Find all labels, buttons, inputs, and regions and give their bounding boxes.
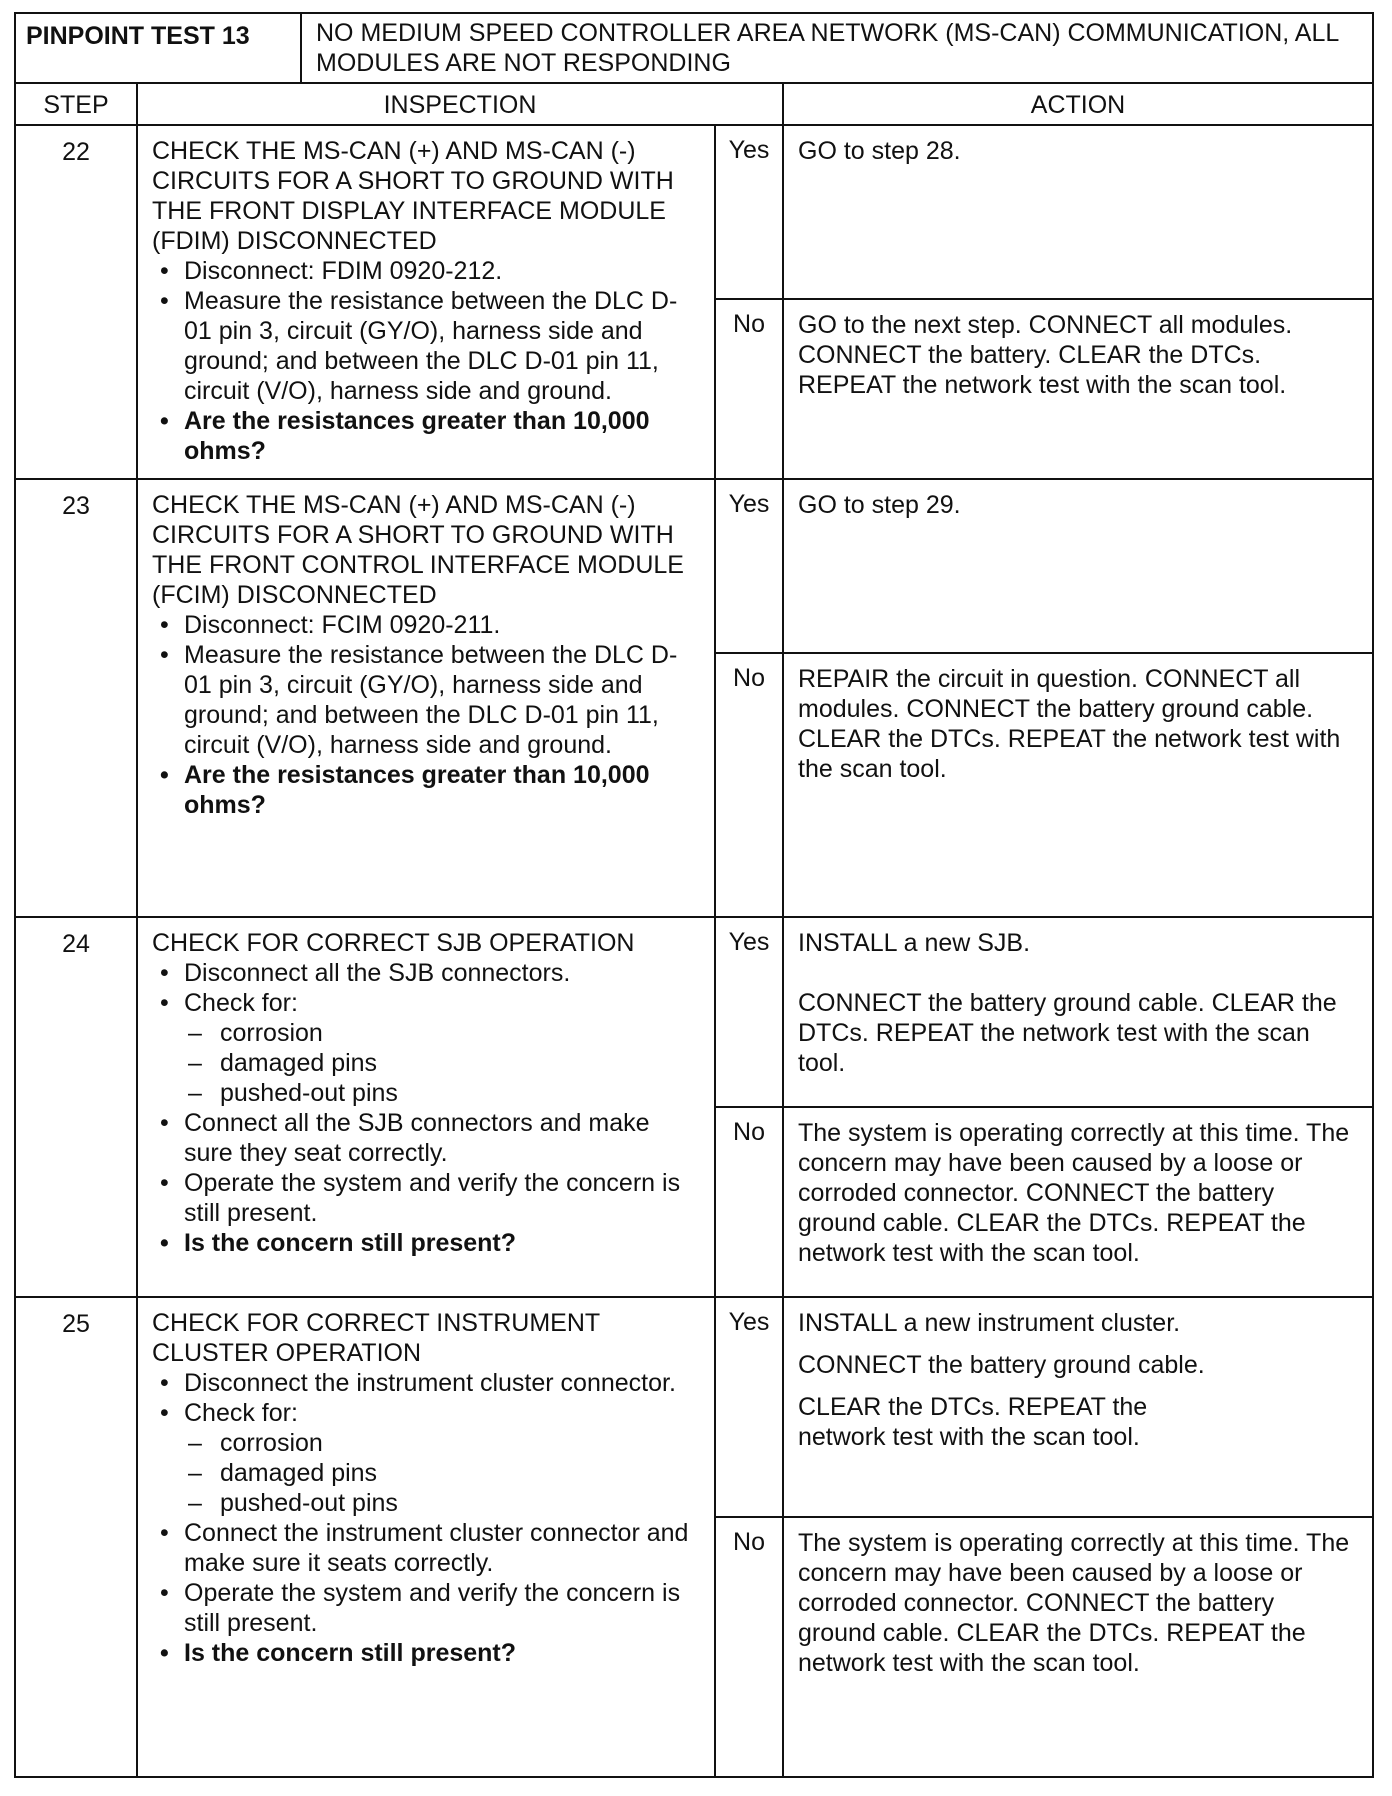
column-header-row [16, 84, 1372, 126]
step-row-23 [16, 480, 1372, 918]
action-text: GO to step 29. [798, 491, 961, 519]
inspection-cell [138, 918, 716, 1296]
action-text: INSTALL a new instrument cluster. [798, 1309, 1181, 1337]
no-action [784, 654, 1372, 916]
inspection-bullets [152, 1368, 700, 1668]
bullet-item: • Measure the resistance between the DLC D-01 pin 3, circuit (GY/O), harness side and ground; and between the DLC D-01 pin 11, circuit (V/O), harness side and ground. [152, 640, 700, 760]
action-text: REPAIR the circuit in question. CONNECT all modules. CONNECT the battery ground cable. CLEAR the DTCs. REPEAT the network test with the scan tool. [798, 665, 1341, 783]
action-text: CLEAR the DTCs. REPEAT the network test with the scan tool. [798, 1393, 1148, 1451]
bullet-item: • Operate the system and verify the concern is still present. [152, 1578, 700, 1638]
bullet-item [152, 988, 700, 1108]
check-item: – corrosion [184, 1018, 700, 1048]
inspection-title: CHECK THE MS-CAN (+) AND MS-CAN (-) CIRCUITS FOR A SHORT TO GROUND WITH THE FRONT CONTROL INTERFACE MODULE (FCIM) DISCONNECTED [152, 491, 684, 609]
step-row-24 [16, 918, 1372, 1298]
bullet-item: • Disconnect all the SJB connectors. [152, 958, 700, 988]
no-action [784, 1108, 1372, 1296]
bullet-item [152, 1398, 700, 1518]
action-text: CONNECT the battery ground cable. [798, 1351, 1205, 1379]
inspection-title: CHECK FOR CORRECT INSTRUMENT CLUSTER OPERATION [152, 1309, 600, 1367]
column-header-step: STEP [16, 84, 138, 124]
check-item: – pushed-out pins [184, 1488, 700, 1518]
bullet-item: • Disconnect: FDIM 0920-212. [152, 256, 700, 286]
yes-label: Yes [716, 918, 784, 1106]
bullet-item: • Connect the instrument cluster connector and make sure it seats correctly. [152, 1518, 700, 1578]
check-item: – damaged pins [184, 1048, 700, 1078]
bullet-item: • Disconnect the instrument cluster connector. [152, 1368, 700, 1398]
bullet-item: • Disconnect: FCIM 0920-211. [152, 610, 700, 640]
check-list [184, 1018, 700, 1108]
inspection-title: CHECK THE MS-CAN (+) AND MS-CAN (-) CIRCUITS FOR A SHORT TO GROUND WITH THE FRONT DISPLAY INTERFACE MODULE (FDIM) DISCONNECTED [152, 137, 674, 255]
step-number: 25 [16, 1298, 138, 1778]
inspection-bullets [152, 610, 700, 820]
column-header-inspection: INSPECTION [138, 84, 784, 124]
step-row-22 [16, 126, 1372, 480]
no-label: No [716, 654, 784, 916]
check-list [184, 1428, 700, 1518]
title-row [16, 14, 1372, 84]
bullet-item: • Operate the system and verify the concern is still present. [152, 1168, 700, 1228]
column-header-action: ACTION [1030, 91, 1126, 119]
test-title: NO MEDIUM SPEED CONTROLLER AREA NETWORK (MS-CAN) COMMUNICATION, ALL MODULES ARE NOT RESPONDING [316, 19, 1339, 77]
step-row-25 [16, 1298, 1372, 1778]
inspection-cell [138, 126, 716, 478]
check-label: Check for: [184, 989, 298, 1017]
check-item: – damaged pins [184, 1458, 700, 1488]
no-label: No [716, 1108, 784, 1296]
test-label: PINPOINT TEST 13 [16, 14, 302, 82]
yes-label: Yes [716, 480, 784, 652]
action-text: GO to the next step. CONNECT all modules. CONNECT the battery. CLEAR the DTCs. REPEAT the network test with the scan tool. [798, 311, 1293, 399]
bullet-item: • Connect all the SJB connectors and make sure they seat correctly. [152, 1108, 700, 1168]
yes-action [784, 1298, 1372, 1516]
action-text: INSTALL a new SJB. [798, 929, 1031, 957]
action-text: The system is operating correctly at this time. The concern may have been caused by a loose or corroded connector. CONNECT the battery ground cable. CLEAR the DTCs. REPEAT the network test with the scan tool. [798, 1529, 1350, 1677]
yes-label: Yes [716, 126, 784, 298]
inspection-question: • Are the resistances greater than 10,000 ohms? [152, 760, 700, 820]
action-text: The system is operating correctly at this time. The concern may have been caused by a loose or corroded connector. CONNECT the battery ground cable. CLEAR the DTCs. REPEAT the network test with the scan tool. [798, 1119, 1350, 1267]
no-label: No [716, 1518, 784, 1776]
no-action [784, 1518, 1372, 1776]
inspection-bullets [152, 256, 700, 466]
action-text: GO to step 28. [798, 137, 961, 165]
check-item: – pushed-out pins [184, 1078, 700, 1108]
action-text: CONNECT the battery ground cable. CLEAR the DTCs. REPEAT the network test with the scan tool. [798, 989, 1337, 1077]
step-number: 24 [16, 918, 138, 1296]
no-label: No [716, 300, 784, 478]
inspection-bullets [152, 958, 700, 1258]
pinpoint-test-table [14, 12, 1374, 1778]
yes-action [784, 918, 1372, 1106]
yes-action [784, 480, 1372, 652]
inspection-title: CHECK FOR CORRECT SJB OPERATION [152, 929, 635, 957]
no-action [784, 300, 1372, 478]
inspection-question: • Is the concern still present? [152, 1638, 700, 1668]
yes-action [784, 126, 1372, 298]
step-number: 22 [16, 126, 138, 478]
check-item: – corrosion [184, 1428, 700, 1458]
inspection-cell [138, 1298, 716, 1778]
bullet-item: • Measure the resistance between the DLC D-01 pin 3, circuit (GY/O), harness side and ground; and between the DLC D-01 pin 11, circuit (V/O), harness side and ground. [152, 286, 700, 406]
check-label: Check for: [184, 1399, 298, 1427]
step-number: 23 [16, 480, 138, 916]
yes-label: Yes [716, 1298, 784, 1516]
inspection-question: • Are the resistances greater than 10,000 ohms? [152, 406, 700, 466]
inspection-question: • Is the concern still present? [152, 1228, 700, 1258]
inspection-cell [138, 480, 716, 916]
